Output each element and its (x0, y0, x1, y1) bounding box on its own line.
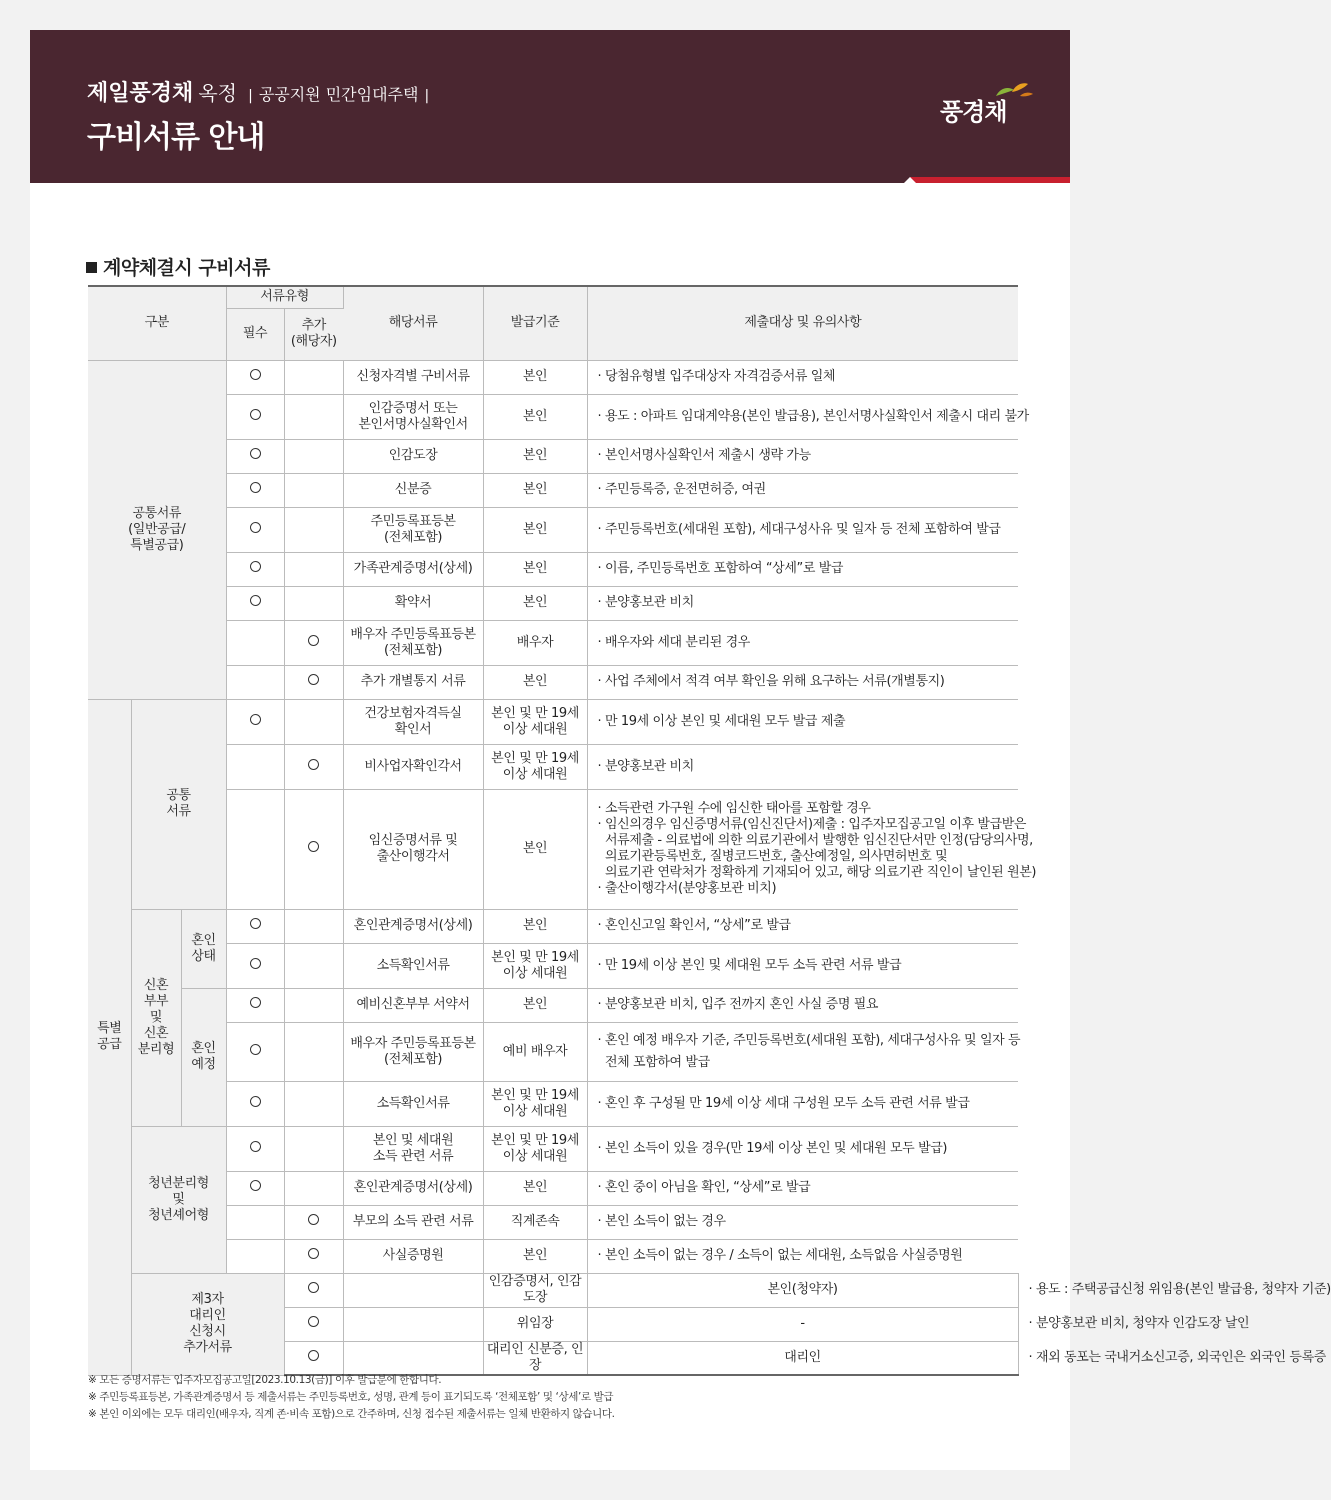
issuer: 본인 (483, 1239, 587, 1273)
header-notch (904, 177, 916, 183)
group-married: 혼인 상태 (181, 909, 226, 988)
issuer: 본인 및 만 19세 이상 세대원 (483, 1126, 587, 1171)
group-planned: 혼인 예정 (181, 988, 226, 1126)
table-row (88, 744, 1018, 789)
additional-cell (284, 1205, 343, 1239)
document-name: 본인 및 세대원 소득 관련 서류 (343, 1126, 483, 1171)
notes: · 소득관련 가구원 수에 임신한 태아를 포함할 경우 · 임신의경우 임신증명서류(임신진단서)제출 : 입주자모집공고일 이후 발급받은 서류제출 - 의료법에 의한 의료기관에서 발행한 임신진단서만 인정(담당의사명, 의료기관등록번호, 질병코드번호, 출산예정일, 의사면허번호 및 의료기관 연락처가 정확하게 기재되어 있고, 해당 의료기관 직인이 날인된 원본) · 출산이행각서(분양홍보관 비치) (587, 789, 1018, 909)
additional-cell (284, 665, 343, 699)
issuer: 예비 배우자 (483, 1022, 587, 1081)
issuer: 본인 (483, 439, 587, 473)
notes: · 사업 주체에서 적격 여부 확인을 위해 요구하는 서류(개별통지) (587, 665, 1018, 699)
issuer: 본인 (483, 473, 587, 507)
group-common: 공통서류 (일반공급/ 특별공급) (88, 360, 226, 699)
document-name: 예비신혼부부 서약서 (343, 988, 483, 1022)
additional-cell (284, 1126, 343, 1171)
document-name: 혼인관계증명서(상세) (343, 1171, 483, 1205)
document-name: 부모의 소득 관련 서류 (343, 1205, 483, 1239)
required-cell (226, 1022, 284, 1081)
issuer: 본인 (483, 789, 587, 909)
notes: · 용도 : 아파트 임대계약용(본인 발급용), 본인서명사실확인서 제출시 대리 불가 (587, 394, 1018, 439)
header-accent-bar (910, 177, 1070, 183)
additional-cell (343, 1307, 483, 1341)
footnotes (88, 1372, 615, 1423)
document-name: 비사업자확인각서 (343, 744, 483, 789)
table-row (88, 1081, 1018, 1126)
notes: · 만 19세 이상 본인 및 세대원 모두 발급 제출 (587, 699, 1018, 744)
issuer: 본인 (483, 909, 587, 943)
table-row (88, 439, 1018, 473)
table-row (88, 1126, 1018, 1171)
table-row (88, 507, 1018, 552)
table-row (88, 394, 1018, 439)
additional-cell (284, 507, 343, 552)
required-cell (226, 1081, 284, 1126)
table-row (88, 586, 1018, 620)
additional-cell (284, 909, 343, 943)
required-cell (226, 360, 284, 394)
required-cell (226, 1126, 284, 1171)
additional-cell (284, 586, 343, 620)
required-cell (226, 744, 284, 789)
issuer: 본인 (483, 1171, 587, 1205)
required-cell (226, 439, 284, 473)
additional-cell (284, 473, 343, 507)
notes: · 이름, 주민등록번호 포함하여 “상세”로 발급 (587, 552, 1018, 586)
table-row (88, 473, 1018, 507)
document-name: 인감도장 (343, 439, 483, 473)
header-required: 필수 (226, 308, 284, 360)
section-title (86, 253, 270, 280)
required-cell (284, 1273, 343, 1307)
document-name: 확약서 (343, 586, 483, 620)
required-cell (226, 1171, 284, 1205)
notes: · 혼인신고일 확인서, “상세”로 발급 (587, 909, 1018, 943)
circle-mark-icon (250, 1044, 261, 1055)
group-proxy: 제3자 대리인 신청시 추가서류 (131, 1273, 284, 1375)
issuer: 본인 및 만 19세 이상 세대원 (483, 943, 587, 988)
circle-mark-icon (308, 841, 319, 852)
brand-location: 옥정 (198, 81, 237, 105)
additional-cell (343, 1341, 483, 1375)
header-document: 해당서류 (343, 286, 483, 360)
notes: · 주민등록증, 운전면허증, 여권 (587, 473, 1018, 507)
circle-mark-icon (308, 1316, 319, 1327)
required-cell (226, 943, 284, 988)
document-name: 소득확인서류 (343, 943, 483, 988)
circle-mark-icon (308, 635, 319, 646)
brand-name: 제일풍경채 (87, 81, 194, 106)
circle-mark-icon (250, 448, 261, 459)
group-special: 특별 공급 (88, 699, 131, 1375)
notes: · 분양홍보관 비치, 입주 전까지 혼인 사실 증명 필요 (587, 988, 1018, 1022)
section-title-text: 계약체결시 구비서류 (103, 257, 270, 279)
brand-line (87, 76, 435, 107)
required-cell (226, 552, 284, 586)
issuer: 본인 (483, 360, 587, 394)
document-name: 사실증명원 (343, 1239, 483, 1273)
table-row (88, 1205, 1018, 1239)
issuer: 본인 및 만 19세 이상 세대원 (483, 699, 587, 744)
document-name: 소득확인서류 (343, 1081, 483, 1126)
header-category: 구분 (88, 286, 226, 360)
additional-cell (284, 699, 343, 744)
circle-mark-icon (308, 1214, 319, 1225)
circle-mark-icon (250, 522, 261, 533)
table-row (88, 699, 1018, 744)
required-cell (226, 507, 284, 552)
leaf-logo-icon (990, 80, 1034, 110)
notes: · 본인 소득이 없는 경우 / 소득이 없는 세대원, 소득없음 사실증명원 (587, 1239, 1018, 1273)
document-name: 배우자 주민등록표등본 (전체포함) (343, 620, 483, 665)
document-name: 신분증 (343, 473, 483, 507)
header-doc-type: 서류유형 (226, 286, 343, 308)
issuer: 본인 및 만 19세 이상 세대원 (483, 1081, 587, 1126)
table-row (88, 1022, 1018, 1081)
additional-cell (284, 789, 343, 909)
notes: · 배우자와 세대 분리된 경우 (587, 620, 1018, 665)
circle-mark-icon (308, 1282, 319, 1293)
circle-mark-icon (250, 958, 261, 969)
document-name: 주민등록표등본 (전체포함) (343, 507, 483, 552)
circle-mark-icon (308, 759, 319, 770)
additional-cell (284, 1081, 343, 1126)
table-row (88, 1239, 1018, 1273)
table-row (88, 909, 1018, 943)
issuer: 직계존속 (483, 1205, 587, 1239)
header-additional: 추가 (해당자) (284, 308, 343, 360)
table-row (88, 789, 1018, 909)
table-row (88, 943, 1018, 988)
notes: · 주민등록번호(세대원 포함), 세대구성사유 및 일자 등 전체 포함하여 발급 (587, 507, 1018, 552)
additional-cell (284, 1239, 343, 1273)
required-cell (284, 1341, 343, 1375)
table-row (88, 988, 1018, 1022)
circle-mark-icon (250, 1180, 261, 1191)
required-cell (226, 988, 284, 1022)
square-bullet-icon (86, 262, 97, 273)
issuer: 본인 (483, 665, 587, 699)
issuer: 본인 (483, 507, 587, 552)
group-youth: 청년분리형 및 청년셰어형 (131, 1126, 226, 1273)
separator-right: | (424, 88, 430, 104)
circle-mark-icon (308, 1248, 319, 1259)
circle-mark-icon (250, 369, 261, 380)
required-cell (226, 620, 284, 665)
additional-cell (284, 439, 343, 473)
issuer: - (587, 1307, 1018, 1341)
required-cell (226, 1239, 284, 1273)
required-cell (226, 473, 284, 507)
additional-cell (284, 988, 343, 1022)
table-row (88, 552, 1018, 586)
document-name: 혼인관계증명서(상세) (343, 909, 483, 943)
additional-cell (284, 620, 343, 665)
footnote: ※ 주민등록표등본, 가족관계증명서 등 제출서류는 주민등록번호, 성명, 관계 등이 표기되도록 ‘전체포함’ 및 ‘상세’로 발급 (88, 1391, 614, 1403)
required-cell (284, 1307, 343, 1341)
circle-mark-icon (250, 482, 261, 493)
document-name: 추가 개별통지 서류 (343, 665, 483, 699)
additional-cell (284, 744, 343, 789)
notes: · 당첨유형별 입주대상자 자격검증서류 일체 (587, 360, 1018, 394)
table-row (88, 360, 1018, 394)
circle-mark-icon (250, 595, 261, 606)
header-banner (30, 30, 1070, 183)
document-name: 인감증명서 또는 본인서명사실확인서 (343, 394, 483, 439)
issuer: 대리인 (587, 1341, 1018, 1375)
page (30, 30, 1331, 1470)
notes: · 분양홍보관 비치 (587, 744, 1018, 789)
notes: · 본인 소득이 있을 경우(만 19세 이상 본인 및 세대원 모두 발급) (587, 1126, 1018, 1171)
circle-mark-icon (308, 674, 319, 685)
group-special_common: 공통 서류 (131, 699, 226, 909)
group-newlywed: 신혼 부부 및 신혼 분리형 (131, 909, 181, 1126)
table-row: 위임장 - · 분양홍보관 비치, 청약자 인감도장 날인 (88, 1307, 1018, 1341)
circle-mark-icon (250, 561, 261, 572)
notes: · 혼인 중이 아님을 확인, “상세”로 발급 (587, 1171, 1018, 1205)
required-cell (226, 665, 284, 699)
issuer: 본인 (483, 988, 587, 1022)
document-name: 신청자격별 구비서류 (343, 360, 483, 394)
additional-cell (284, 394, 343, 439)
document-name: 대리인 신분증, 인장 (483, 1341, 587, 1375)
separator-left: | (248, 88, 253, 104)
required-cell (226, 1205, 284, 1239)
circle-mark-icon (250, 918, 261, 929)
required-cell (226, 586, 284, 620)
issuer: 배우자 (483, 620, 587, 665)
notes: · 본인서명사실확인서 제출시 생략 가능 (587, 439, 1018, 473)
page-title: 구비서류 안내 (87, 120, 265, 155)
issuer: 본인 및 만 19세 이상 세대원 (483, 744, 587, 789)
brand-category: 공공지원 민간임대주택 (258, 85, 419, 104)
table-row (88, 620, 1018, 665)
document-name: 배우자 주민등록표등본 (전체포함) (343, 1022, 483, 1081)
issuer: 본인 (483, 394, 587, 439)
additional-cell (284, 360, 343, 394)
footnote: ※ 모든 증명서류는 입주자모집공고일[2023.10.13(금)] 이후 발급분에 한합니다. (88, 1374, 442, 1386)
notes: · 혼인 예정 배우자 기준, 주민등록번호(세대원 포함), 세대구성사유 및 일자 등 전체 포함하여 발급 (587, 1022, 1018, 1081)
circle-mark-icon (308, 1350, 319, 1361)
table-row (88, 665, 1018, 699)
required-cell (226, 789, 284, 909)
circle-mark-icon (250, 997, 261, 1008)
additional-cell (343, 1273, 483, 1307)
notes: · 혼인 후 구성될 만 19세 이상 세대 구성원 모두 소득 관련 서류 발급 (587, 1081, 1018, 1126)
table-row: 제3자 대리인 신청시 추가서류 인감증명서, 인감도장 본인(청약자) · 용도 : 주택공급신청 위임용(본인 발급용, 청약자 기준) (88, 1273, 1018, 1307)
header-issuer: 발급기준 (483, 286, 587, 360)
circle-mark-icon (250, 409, 261, 420)
issuer: 본인(청약자) (587, 1273, 1018, 1307)
document-name: 건강보험자격득실 확인서 (343, 699, 483, 744)
document-name: 위임장 (483, 1307, 587, 1341)
logo-text: 풍경채 (940, 98, 1007, 126)
document-name: 임신증명서류 및 출산이행각서 (343, 789, 483, 909)
additional-cell (284, 552, 343, 586)
footnote: ※ 본인 이외에는 모두 대리인(배우자, 직계 존·비속 포함)으로 간주하며, 신청 접수된 제출서류는 일체 반환하지 않습니다. (88, 1408, 615, 1420)
issuer: 본인 (483, 552, 587, 586)
circle-mark-icon (250, 1096, 261, 1107)
document-name: 가족관계증명서(상세) (343, 552, 483, 586)
notes: · 분양홍보관 비치 (587, 586, 1018, 620)
required-cell (226, 909, 284, 943)
additional-cell (284, 943, 343, 988)
header-notes: 제출대상 및 유의사항 (587, 286, 1018, 360)
issuer: 본인 (483, 586, 587, 620)
table-row (88, 1171, 1018, 1205)
notes: · 본인 소득이 없는 경우 (587, 1205, 1018, 1239)
circle-mark-icon (250, 714, 261, 725)
document-name: 인감증명서, 인감도장 (483, 1273, 587, 1307)
table-row: 대리인 신분증, 인장 대리인 · 재외 동포는 국내거소신고증, 외국인은 외국인 등록증 (88, 1341, 1018, 1375)
circle-mark-icon (250, 1141, 261, 1152)
required-cell (226, 699, 284, 744)
additional-cell (284, 1171, 343, 1205)
documents-table (88, 285, 1331, 1376)
notes: · 만 19세 이상 본인 및 세대원 모두 소득 관련 서류 발급 (587, 943, 1018, 988)
additional-cell (284, 1022, 343, 1081)
required-cell (226, 394, 284, 439)
